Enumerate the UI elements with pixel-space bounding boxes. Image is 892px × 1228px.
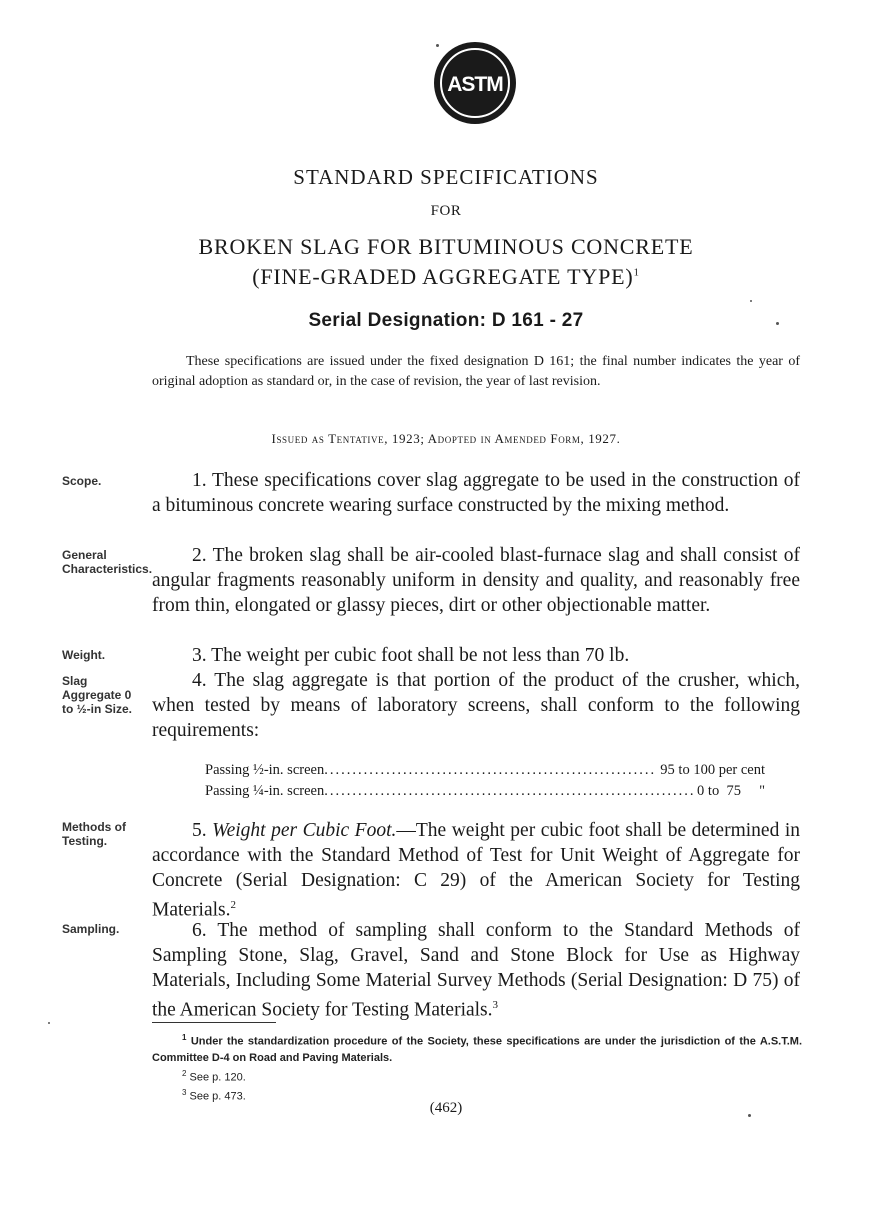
sidenote-weight: Weight. xyxy=(62,648,106,662)
section-text: The broken slag shall be air-cooled blast-furnace slag and shall consist of angular fragments reasonably uniform in density and quality, and reasonably free from thin, elongated or glassy pieces, dirt or other objectionable matter. xyxy=(152,545,800,616)
section-2-general-characteristics xyxy=(152,543,800,618)
section-text: —The weight per cubic foot shall be determined in accordance with the Standard Method of Test for Unit Weight of Aggregate for Concrete (Serial Designation: C 29) of the American Society for Testing Materials. xyxy=(152,820,800,921)
section-number: 2. xyxy=(192,545,207,566)
screen-label: Passing ½-in. screen xyxy=(205,762,325,778)
footnotes xyxy=(152,1030,802,1105)
sidenote-sampling: Sampling. xyxy=(62,922,120,936)
sidenote-methods-of-testing: Methods of Testing. xyxy=(62,820,126,848)
section-heading-italic: Weight per Cubic Foot. xyxy=(212,820,397,841)
scan-speck xyxy=(776,322,779,325)
scan-speck xyxy=(436,44,439,47)
footnote-text: See p. 473. xyxy=(189,1090,246,1103)
svg-text:ASTM: ASTM xyxy=(447,73,503,96)
sidenote-general-characteristics: General Characteristics. xyxy=(62,548,153,576)
section-text: The method of sampling shall conform to the Standard Methods of Sampling Stone, Slag, Gravel, Sand and Stone Block for Use as Highway Materials, Including Some Material Survey Methods (Serial Designation: D 75) of the American Society for Testing Materials. xyxy=(152,920,800,1021)
footnote-text: Under the standardization procedure of the Society, these specifications are under the jurisdiction of the A.S.T.M. Committee D-4 on Road and Paving Materials. xyxy=(152,1035,802,1064)
footnote-2 xyxy=(152,1066,802,1086)
title-standard-specifications: STANDARD SPECIFICATIONS xyxy=(293,165,599,189)
screen-label: Passing ¼-in. screen xyxy=(205,783,325,799)
issuance-note xyxy=(152,352,800,392)
issuance-note-text: These specifications are issued under the fixed designation D 161; the final number indicates the year of original adoption as standard or, in the case of revision, the year of last revision. xyxy=(152,354,800,389)
footnote-1 xyxy=(152,1030,802,1066)
leader-dots xyxy=(324,781,693,802)
section-text: These specifications cover slag aggregate to be used in the construction of a bituminous concrete wearing surface constructed by the mixing method. xyxy=(152,470,800,516)
section-number: 6. xyxy=(192,920,207,941)
footnote-divider xyxy=(152,1022,276,1023)
section-6-sampling xyxy=(152,918,800,1023)
issued-line: Issued as Tentative, 1923; Adopted in Amended Form, 1927. xyxy=(271,431,621,446)
section-3-weight xyxy=(152,643,800,668)
screen-row-quarter-inch xyxy=(205,781,765,802)
section-number: 1. xyxy=(192,470,207,491)
screen-row-half-inch xyxy=(205,760,765,781)
title-aggregate-type xyxy=(0,264,892,290)
section-text: The weight per cubic foot shall be not less than 70 lb. xyxy=(211,645,630,666)
footnote-mark: 2 xyxy=(230,899,237,911)
title-aggregate-type-text: (FINE-GRADED AGGREGATE TYPE) xyxy=(252,264,634,289)
section-5-methods-of-testing xyxy=(152,818,800,923)
title-footnote-mark: 1 xyxy=(633,266,640,279)
scan-speck xyxy=(48,1022,50,1024)
scan-speck xyxy=(750,300,752,302)
title-for: FOR xyxy=(430,203,462,219)
section-1-scope xyxy=(152,468,800,518)
section-number: 5. xyxy=(192,820,207,841)
sidenote-slag-aggregate-size: Slag Aggregate 0 to ½-in Size. xyxy=(62,674,133,716)
section-text: The slag aggregate is that portion of the product of the crusher, which, when tested by means of laboratory screens, shall conform to the following requirements: xyxy=(152,670,801,741)
title-broken-slag: BROKEN SLAG FOR BITUMINOUS CONCRETE xyxy=(198,234,694,259)
screen-value: 95 to 100 per cent xyxy=(660,762,765,778)
footnote-mark: 2 xyxy=(182,1068,187,1078)
footnote-mark: 3 xyxy=(492,999,499,1011)
footnote-mark: 1 xyxy=(182,1033,187,1042)
serial-designation: Serial Designation: D 161 - 27 xyxy=(308,310,584,331)
astm-logo-seal xyxy=(432,40,518,126)
screen-requirements-table xyxy=(205,760,765,802)
scan-speck xyxy=(748,1114,751,1117)
screen-value: 0 to 75 " xyxy=(697,783,765,799)
sidenote-scope: Scope. xyxy=(62,474,102,488)
footnote-text: See p. 120. xyxy=(189,1071,246,1084)
section-4-slag-aggregate xyxy=(152,668,800,743)
page-number: (462) xyxy=(429,1100,463,1116)
section-number: 4. xyxy=(192,670,207,691)
leader-dots xyxy=(324,760,656,781)
section-number: 3. xyxy=(192,645,207,666)
footnote-mark: 3 xyxy=(182,1088,187,1098)
